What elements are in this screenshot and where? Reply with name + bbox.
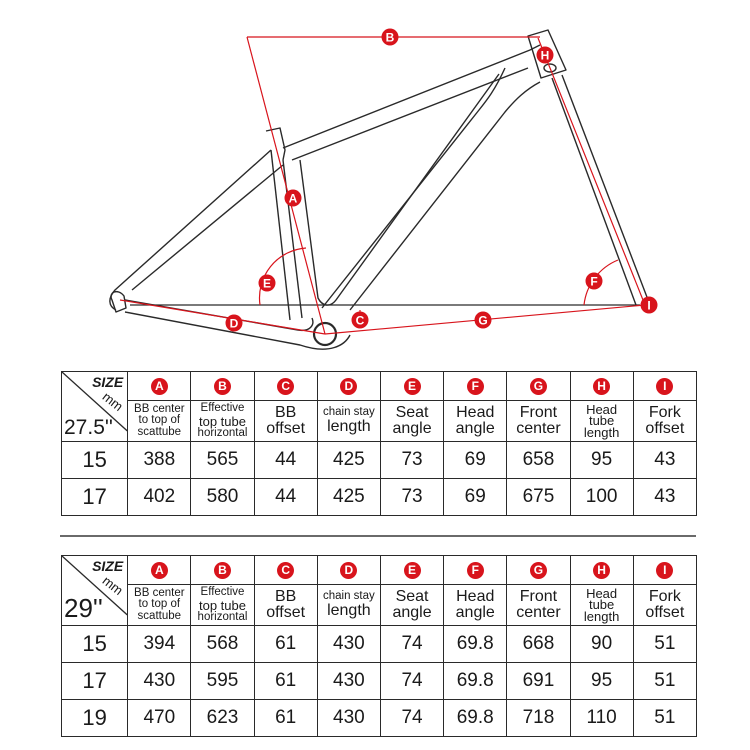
col-name-h: Head tube length [570,585,633,626]
header-names-row [62,401,697,442]
cell-f: 69.8 [444,663,507,700]
cell-a: 430 [128,663,191,700]
label-badge-f [586,273,603,290]
col-name-b: Effective top tube horizontal [191,585,254,626]
col-name-c: BB offset [254,401,317,442]
col-name-i: Fork offset [633,401,696,442]
col-name-d: chain stay length [317,585,380,626]
svg-text:F: F [590,274,598,289]
cell-d: 430 [317,663,380,700]
col-name-e: Seat angle [380,585,443,626]
cell-a: 402 [128,479,191,516]
cell-e: 74 [380,700,443,737]
cell-d: 430 [317,700,380,737]
col-letter-a: A [128,372,191,401]
cell-b: 568 [191,626,254,663]
size-value: 17 [62,479,128,516]
col-letter-e: E [380,372,443,401]
col-letter-e: E [380,556,443,585]
label-badge-a [285,190,302,207]
geometry-lines [120,37,645,334]
col-letter-g: G [507,556,570,585]
size-value: 17 [62,663,128,700]
col-name-a: BB center to top of scattube [128,401,191,442]
label-badge-e [259,275,276,292]
col-letter-i: I [633,556,696,585]
col-name-h: Head tube length [570,401,633,442]
cell-c: 61 [254,663,317,700]
col-letter-f: F [444,556,507,585]
cell-e: 73 [380,442,443,479]
col-name-f: Head angle [444,585,507,626]
wheel-size-label: 29'' [64,593,103,623]
col-letter-f: F [444,372,507,401]
svg-text:G: G [478,313,488,328]
frame-outline [110,30,650,349]
table-row [62,663,697,700]
cell-h: 110 [570,700,633,737]
col-letter-c: C [254,372,317,401]
cell-i: 51 [633,663,696,700]
cell-c: 61 [254,626,317,663]
cell-b: 580 [191,479,254,516]
label-badge-h [537,47,554,64]
geometry-table-29 [61,555,697,737]
table-row [62,442,697,479]
col-name-d: chain stay length [317,401,380,442]
col-letter-i: I [633,372,696,401]
size-label: SIZE [92,558,124,574]
cell-b: 595 [191,663,254,700]
svg-text:D: D [229,316,239,331]
header-letters-row [62,556,697,585]
svg-text:C: C [355,313,365,328]
cell-e: 73 [380,479,443,516]
cell-a: 388 [128,442,191,479]
cell-g: 668 [507,626,570,663]
col-letter-b: B [191,556,254,585]
cell-d: 430 [317,626,380,663]
cell-h: 100 [570,479,633,516]
header-names-row [62,585,697,626]
cell-g: 675 [507,479,570,516]
cell-i: 51 [633,700,696,737]
cell-g: 691 [507,663,570,700]
cell-c: 61 [254,700,317,737]
col-name-i: Fork offset [633,585,696,626]
cell-h: 95 [570,663,633,700]
geometry-table-27-5 [61,371,697,516]
cell-i: 43 [633,479,696,516]
col-letter-d: D [317,372,380,401]
svg-text:E: E [262,276,272,291]
wheel-size-label: 27.5'' [64,416,113,439]
svg-text:H: H [540,48,550,63]
cell-b: 623 [191,700,254,737]
unit-label: mm [99,388,126,415]
label-badge-d [226,315,243,332]
section-divider [60,535,696,537]
cell-b: 565 [191,442,254,479]
cell-a: 394 [128,626,191,663]
cell-h: 90 [570,626,633,663]
label-badge-i [641,297,658,314]
col-name-c: BB offset [254,585,317,626]
cell-c: 44 [254,442,317,479]
svg-text:A: A [288,191,298,206]
col-letter-d: D [317,556,380,585]
col-letter-c: C [254,556,317,585]
svg-text:B: B [385,30,395,45]
table-row [62,626,697,663]
unit-label: mm [99,572,126,599]
size-header-cell [62,556,128,626]
size-value: 19 [62,700,128,737]
cell-c: 44 [254,479,317,516]
cell-e: 74 [380,663,443,700]
cell-i: 43 [633,442,696,479]
label-badge-c [352,312,369,329]
cell-f: 69 [444,479,507,516]
col-name-f: Head angle [444,401,507,442]
label-badge-b [382,29,399,46]
col-name-g: Front center [507,585,570,626]
col-name-g: Front center [507,401,570,442]
cell-e: 74 [380,626,443,663]
header-letters-row [62,372,697,401]
cell-g: 658 [507,442,570,479]
col-letter-h: H [570,372,633,401]
col-letter-h: H [570,556,633,585]
size-header-cell [62,372,128,442]
size-value: 15 [62,442,128,479]
table-row [62,479,697,516]
cell-d: 425 [317,442,380,479]
frame-geometry-diagram [0,0,750,360]
cell-d: 425 [317,479,380,516]
cell-i: 51 [633,626,696,663]
col-name-b: Effective top tube horizontal [191,401,254,442]
cell-f: 69.8 [444,626,507,663]
col-letter-b: B [191,372,254,401]
cell-g: 718 [507,700,570,737]
col-name-e: Seat angle [380,401,443,442]
col-name-a: BB center to top of scattube [128,585,191,626]
cell-a: 470 [128,700,191,737]
cell-f: 69 [444,442,507,479]
table-row [62,700,697,737]
label-badge-g [475,312,492,329]
col-letter-g: G [507,372,570,401]
size-label: SIZE [92,374,124,390]
cell-f: 69.8 [444,700,507,737]
svg-text:I: I [647,298,651,313]
cell-h: 95 [570,442,633,479]
size-value: 15 [62,626,128,663]
col-letter-a: A [128,556,191,585]
